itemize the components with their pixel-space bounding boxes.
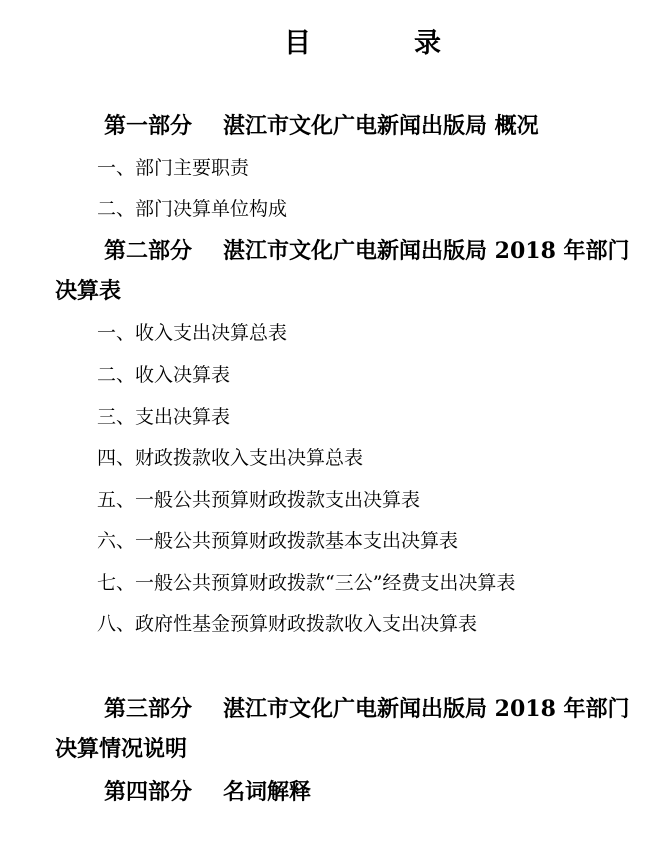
part-1-title: 湛江市文化广电新闻出版局 概况 — [223, 113, 539, 139]
part-2-item-7: 七、一般公共预算财政拨款“三公”经费支出决算表 — [97, 572, 516, 594]
part-2-title-line-2: 决算表 — [55, 278, 122, 304]
toc-title — [0, 22, 667, 66]
part-4-heading — [0, 772, 667, 812]
part-2-item-3: 三、支出决算表 — [97, 406, 231, 428]
part-3-title-line-1: 湛江市文化广电新闻出版局 2018 年部门 — [223, 696, 630, 722]
part-2-item-8: 八、政府性基金预算财政拨款收入支出决算表 — [97, 613, 478, 635]
part-1-label: 第一部分 — [104, 113, 193, 139]
part-1-item-1: 一、部门主要职责 — [97, 157, 250, 179]
part-1-item-2: 二、部门决算单位构成 — [97, 198, 288, 220]
part-3-heading — [0, 689, 667, 769]
part-3-title-line-2: 决算情况说明 — [55, 736, 188, 762]
part-4-label: 第四部分 — [104, 779, 193, 805]
part-2-item-4: 四、财政拨款收入支出决算总表 — [97, 447, 364, 469]
toc-title-char-1: 目 — [284, 28, 311, 59]
part-4-title: 名词解释 — [223, 779, 312, 805]
part-2-item-6: 六、一般公共预算财政拨款基本支出决算表 — [97, 530, 459, 552]
part-2-label: 第二部分 — [104, 238, 193, 264]
part-2-item-2: 二、收入决算表 — [97, 364, 231, 386]
part-2-item-1: 一、收入支出决算总表 — [97, 322, 288, 344]
part-1-heading — [0, 106, 667, 146]
part-2-heading — [0, 231, 667, 311]
part-2-item-5: 五、一般公共预算财政拨款支出决算表 — [97, 489, 421, 511]
toc-title-char-2: 录 — [414, 28, 441, 59]
part-2-title-line-1: 湛江市文化广电新闻出版局 2018 年部门 — [223, 238, 630, 264]
part-3-label: 第三部分 — [104, 696, 193, 722]
